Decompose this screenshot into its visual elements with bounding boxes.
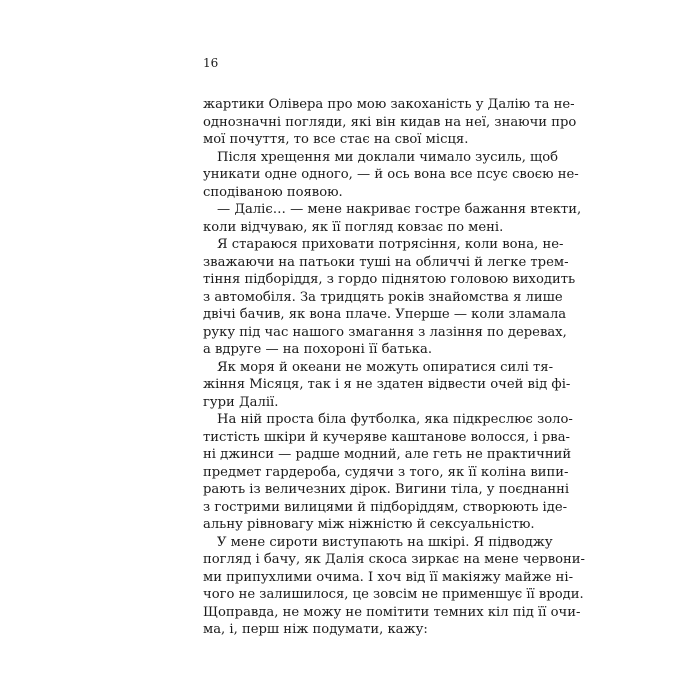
text-line: У мене сироти виступають на шкірі. Я підводжу: [217, 534, 553, 550]
text-line: ні джинси — радше модний, але геть не практичний: [203, 447, 572, 462]
text-line: жартики Олівера про мою закоханість у Далію та не-: [203, 97, 575, 112]
text-line: альну рівновагу між ніжністю й сексуальністю.: [203, 517, 535, 532]
text-line: чого не залишилося, це зовсім не применшує її вроди.: [203, 587, 584, 602]
text-line: сподіваною появою.: [203, 184, 343, 200]
text-line: Як моря й океани не можуть опиратися силі тя-: [217, 359, 554, 375]
text-line: рають із величезних дірок. Вигини тіла, у поєднанні: [203, 482, 570, 497]
text-line: Я стараюся приховати потрясіння, коли вона, не-: [217, 237, 564, 252]
text-line: предмет гардероба, судячи з того, як її коліна випи-: [203, 464, 569, 480]
text-line: Щоправда, не можу не помітити темних кіл під її очи-: [203, 604, 581, 620]
text-line: На ній проста біла футболка, яка підкреслює золо-: [217, 412, 573, 427]
text-line: двічі бачив, як вона плаче. Уперше — коли зламала: [203, 307, 567, 322]
page-number: 16: [203, 56, 219, 70]
text-line: руку під час нашого змагання з лазіння по деревах,: [203, 324, 567, 340]
text-line: однозначні погляди, які він кидав на неї, знаючи про: [203, 114, 577, 130]
text-line: уникати одне одного, — й ось вона все псує своєю не-: [203, 167, 579, 182]
text-line: з гострими вилицями й підборіддям, створюють іде-: [203, 499, 568, 515]
text-line: тистість шкіри й кучеряве каштанове волосся, і рва-: [203, 429, 570, 445]
text-line: коли відчуваю, як її погляд ковзає по мені.: [203, 219, 504, 235]
text-line: погляд і бачу, як Далія скоса зиркає на мене червони-: [203, 552, 585, 567]
text-line: жіння Місяця, так і я не здатен відвести очей від фі-: [203, 377, 571, 392]
text-line: гури Далії.: [203, 394, 279, 410]
text-line: тіння підборіддя, з гордо піднятою головою виходить: [203, 272, 576, 287]
text-line: ми припухлими очима. І хоч від її макіяжу майже ні-: [203, 569, 574, 585]
text-line: ма, і, перш ніж подумати, кажу:: [203, 622, 428, 637]
text-line: Після хрещення ми доклали чимало зусиль, щоб: [217, 149, 559, 165]
text-line: мої почуття, то все стає на свої місця.: [203, 132, 469, 147]
text-line: з автомобіля. За тридцять років знайомства я лише: [203, 289, 563, 305]
text-line: зважаючи на патьоки туші на обличчі й легке трем-: [203, 254, 569, 270]
body-text: [203, 96, 585, 639]
text-line: — Даліє… — мене накриває гостре бажання втекти,: [217, 202, 582, 217]
text-line: а вдруге — на похороні її батька.: [203, 342, 432, 357]
